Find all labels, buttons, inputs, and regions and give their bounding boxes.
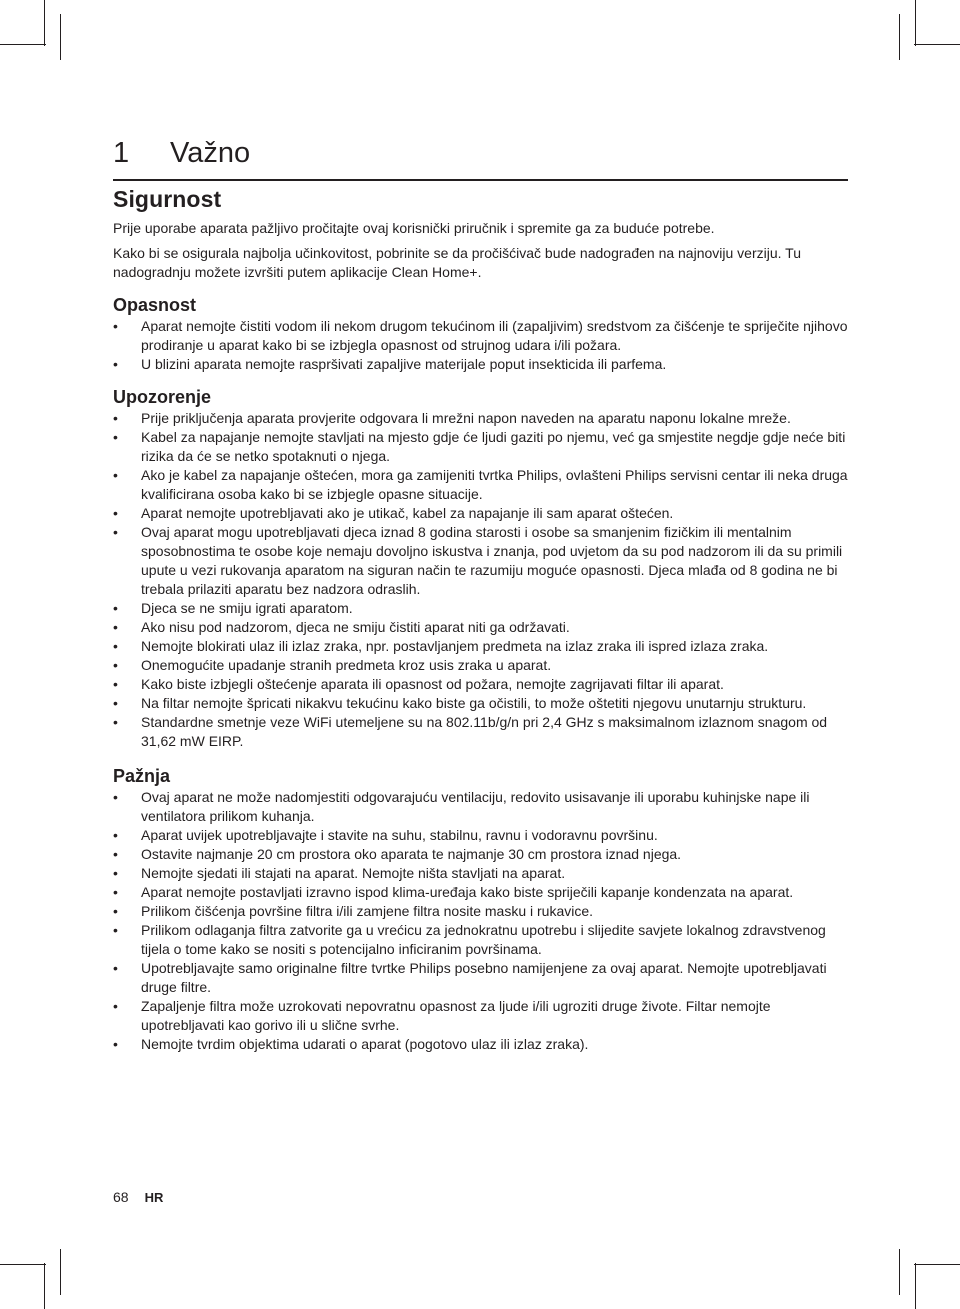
list-item: • Nemojte sjedati ili stajati na aparat. Nemojte ništa stavljati na aparat.	[113, 864, 849, 883]
opasnost-list	[113, 317, 849, 374]
list-item: • Aparat uvijek upotrebljavajte i stavite na suhu, stabilnu, ravnu i vodoravnu površinu.	[113, 826, 849, 845]
list-item: • Kabel za napajanje nemojte stavljati na mjesto gdje će ljudi gaziti po njemu, već ga smjestite negdje gdje neće biti rizika da će se netko spotaknuti o njega.	[113, 428, 849, 466]
crop-mark	[60, 14, 61, 60]
list-item: • Na filtar nemojte špricati nikakvu tekućinu kako biste ga očistili, to može oštetiti njegovu unutarnju strukturu.	[113, 694, 849, 713]
crop-mark	[899, 14, 900, 60]
list-item: • Ovaj aparat mogu upotrebljavati djeca iznad 8 godina starosti i osobe sa smanjenim fizičkim ili mentalnim sposobnostima te osobe koje nemaju dovoljno iskustva i znanja, pod uvjetom da su pod nadzorom ili da su primili upute u vezi rukovanja aparatom na siguran način te razumiju moguće opasnosti. Djeca mlađa od 8 godina ne bi trebala prilaziti aparatu bez nadzora odraslih.	[113, 523, 849, 599]
list-item: • Ostavite najmanje 20 cm prostora oko aparata te najmanje 30 cm prostora iznad njega.	[113, 845, 849, 864]
crop-mark	[914, 44, 960, 45]
page-footer	[113, 1189, 163, 1205]
crop-mark	[0, 44, 46, 45]
list-item: • Ovaj aparat ne može nadomjestiti odgovarajuću ventilaciju, redovito usisavanje ili uporabu kuhinjske nape ili ventilatora prilikom kuhanja.	[113, 788, 849, 826]
chapter-number: 1	[113, 137, 130, 170]
list-item: • Ako nisu pod nadzorom, djeca ne smiju čistiti aparat niti ga održavati.	[113, 618, 849, 637]
chapter-title: Važno	[170, 137, 251, 170]
list-item: • Prije priključenja aparata provjerite odgovara li mrežni napon naveden na aparatu naponu lokalne mreže.	[113, 409, 849, 428]
list-item: • Aparat nemojte čistiti vodom ili nekom drugom tekućinom ili (zapaljivim) sredstvom za čišćenje te spriječite njihovo prodiranje u aparat kako bi se izbjegla opasnost od strujnog udara i/ili požara.	[113, 317, 849, 355]
language-code: HR	[144, 1190, 164, 1205]
list-item: • Kako biste izbjegli oštećenje aparata ili opasnost od požara, nemojte zagrijavati filtar ili aparat.	[113, 675, 849, 694]
crop-mark	[899, 1249, 900, 1295]
crop-mark	[0, 1264, 46, 1265]
list-item: • Standardne smetnje veze WiFi utemeljene su na 802.11b/g/n pri 2,4 GHz s maksimalnom izlaznom snagom od 31,62 mW EIRP.	[113, 713, 849, 751]
subsection-title-upozorenje: Upozorenje	[113, 387, 212, 407]
list-item: • Prilikom čišćenja površine filtra i/ili zamjene filtra nosite masku i rukavice.	[113, 902, 849, 921]
list-item: • U blizini aparata nemojte raspršivati zapaljive materijale poput insekticida ili parfema.	[113, 355, 849, 374]
upozorenje-list	[113, 409, 849, 751]
crop-mark	[914, 1264, 960, 1265]
list-item: • Nemojte blokirati ulaz ili izlaz zraka, npr. postavljanjem predmeta na izlaz zraka ili ispred izlaza zraka.	[113, 637, 849, 656]
list-item: • Ako je kabel za napajanje oštećen, mora ga zamijeniti tvrtka Philips, ovlašteni Philips servisni centar ili neka druga kvalificirana osoba kako bi se izbjegle opasne situacije.	[113, 466, 849, 504]
list-item: • Aparat nemojte upotrebljavati ako je utikač, kabel za napajanje ili sam aparat oštećen.	[113, 504, 849, 523]
subsection-title-opasnost: Opasnost	[113, 295, 197, 315]
list-item: • Upotrebljavajte samo originalne filtre tvrtke Philips posebno namijenjene za ovaj aparat. Nemojte upotrebljavati druge filtre.	[113, 959, 849, 997]
list-item: • Nemojte tvrdim objektima udarati o aparat (pogotovo ulaz ili izlaz zraka).	[113, 1035, 849, 1054]
list-item: • Prilikom odlaganja filtra zatvorite ga u vrećicu za jednokratnu upotrebu i slijedite savjete lokalnog zdravstvenog tijela o tome kako se nositi s potencijalno inficiranim površinama.	[113, 921, 849, 959]
list-item: • Aparat nemojte postavljati izravno ispod klima-uređaja kako biste spriječili kapanje kondenzata na aparat.	[113, 883, 849, 902]
list-item: • Onemogućite upadanje stranih predmeta kroz usis zraka u aparat.	[113, 656, 849, 675]
paznja-list	[113, 788, 849, 1054]
chapter-rule	[113, 179, 848, 181]
crop-mark	[60, 1249, 61, 1295]
page-content	[113, 186, 849, 1054]
list-item: • Djeca se ne smiju igrati aparatom.	[113, 599, 849, 618]
section-title: Sigurnost	[113, 186, 222, 212]
crop-mark	[915, 0, 916, 46]
list-item: • Zapaljenje filtra može uzrokovati nepovratnu opasnost za ljude i/ili ugroziti druge živote. Filtar nemojte upotrebljavati kao gorivo ili u slične svrhe.	[113, 997, 849, 1035]
intro-paragraph: Prije uporabe aparata pažljivo pročitajte ovaj korisnički priručnik i spremite ga za buduće potrebe.	[113, 220, 715, 236]
page-number: 68	[113, 1189, 129, 1205]
subsection-title-paznja: Pažnja	[113, 766, 171, 786]
intro-paragraph: Kako bi se osigurala najbolja učinkovitost, pobrinite se da pročišćivač bude nadograđen na najnoviju verziju. Tu nadogradnju možete izvršiti putem aplikacije Clean Home+.	[113, 245, 801, 280]
crop-mark	[915, 1263, 916, 1309]
crop-mark	[44, 0, 45, 46]
crop-mark	[44, 1263, 45, 1309]
chapter-heading	[113, 137, 250, 170]
